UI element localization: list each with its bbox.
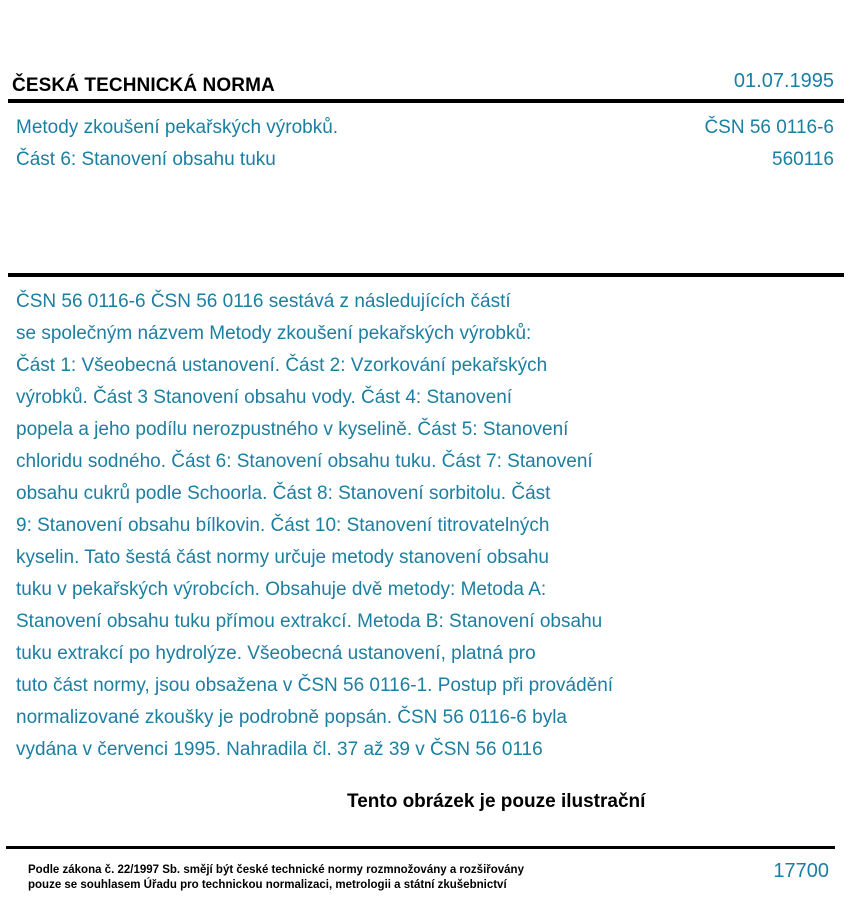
- class-number: 560116: [772, 149, 834, 170]
- body-line: tuku extrakcí po hydrolýze. Všeobecná ustanovení, platná pro: [16, 643, 536, 664]
- body-line: 9: Stanovení obsahu bílkovin. Část 10: Stanovení titrovatelných: [16, 515, 550, 536]
- body-line: Část 1: Všeobecná ustanovení. Část 2: Vzorkování pekařských: [16, 355, 548, 376]
- body-line: obsahu cukrů podle Schoorla. Část 8: Stanovení sorbitolu. Část: [16, 483, 551, 504]
- body-line: se společným názvem Metody zkoušení pekařských výrobků:: [16, 323, 532, 344]
- body-line: normalizované zkoušky je podrobně popsán. ČSN 56 0116-6 byla: [16, 707, 567, 728]
- legal-notice-line: pouze se souhlasem Úřadu pro technickou normalizaci, metrologii a státní zkušebnictví: [28, 879, 507, 891]
- standard-name: Metody zkoušení pekařských výrobků.: [16, 117, 339, 138]
- legal-notice: [28, 863, 524, 893]
- middle-divider: [8, 273, 844, 277]
- top-divider: [8, 99, 844, 103]
- norm-title: ČESKÁ TECHNICKÁ NORMA: [12, 75, 275, 96]
- body-line: vydána v červenci 1995. Nahradila čl. 37 až 39 v ČSN 56 0116: [16, 739, 543, 760]
- body-line: kyselin. Tato šestá část normy určuje metody stanovení obsahu: [16, 547, 549, 568]
- body-line: tuto část normy, jsou obsažena v ČSN 56 0116-1. Postup při provádění: [16, 675, 614, 696]
- document-number: 17700: [773, 860, 829, 882]
- standard-code: ČSN 56 0116-6: [704, 117, 834, 138]
- legal-notice-line: Podle zákona č. 22/1997 Sb. smějí být české technické normy rozmnožovány a rozšiřovány: [28, 864, 524, 876]
- standard-part: Část 6: Stanovení obsahu tuku: [16, 149, 276, 170]
- body-line: tuku v pekařských výrobcích. Obsahuje dvě metody: Metoda A:: [16, 579, 547, 600]
- body-line: chloridu sodného. Část 6: Stanovení obsahu tuku. Část 7: Stanovení: [16, 451, 593, 472]
- body-text: [16, 286, 716, 766]
- body-line: výrobků. Část 3 Stanovení obsahu vody. Část 4: Stanovení: [16, 387, 513, 408]
- illustrative-note: Tento obrázek je pouze ilustrační: [347, 791, 646, 812]
- body-line: popela a jeho podílu nerozpustného v kyselině. Část 5: Stanovení: [16, 419, 569, 440]
- bottom-divider: [6, 846, 835, 849]
- publication-date: 01.07.1995: [733, 70, 834, 92]
- body-line: ČSN 56 0116-6 ČSN 56 0116 sestává z následujících částí: [16, 291, 511, 312]
- body-line: Stanovení obsahu tuku přímou extrakcí. Metoda B: Stanovení obsahu: [16, 611, 603, 632]
